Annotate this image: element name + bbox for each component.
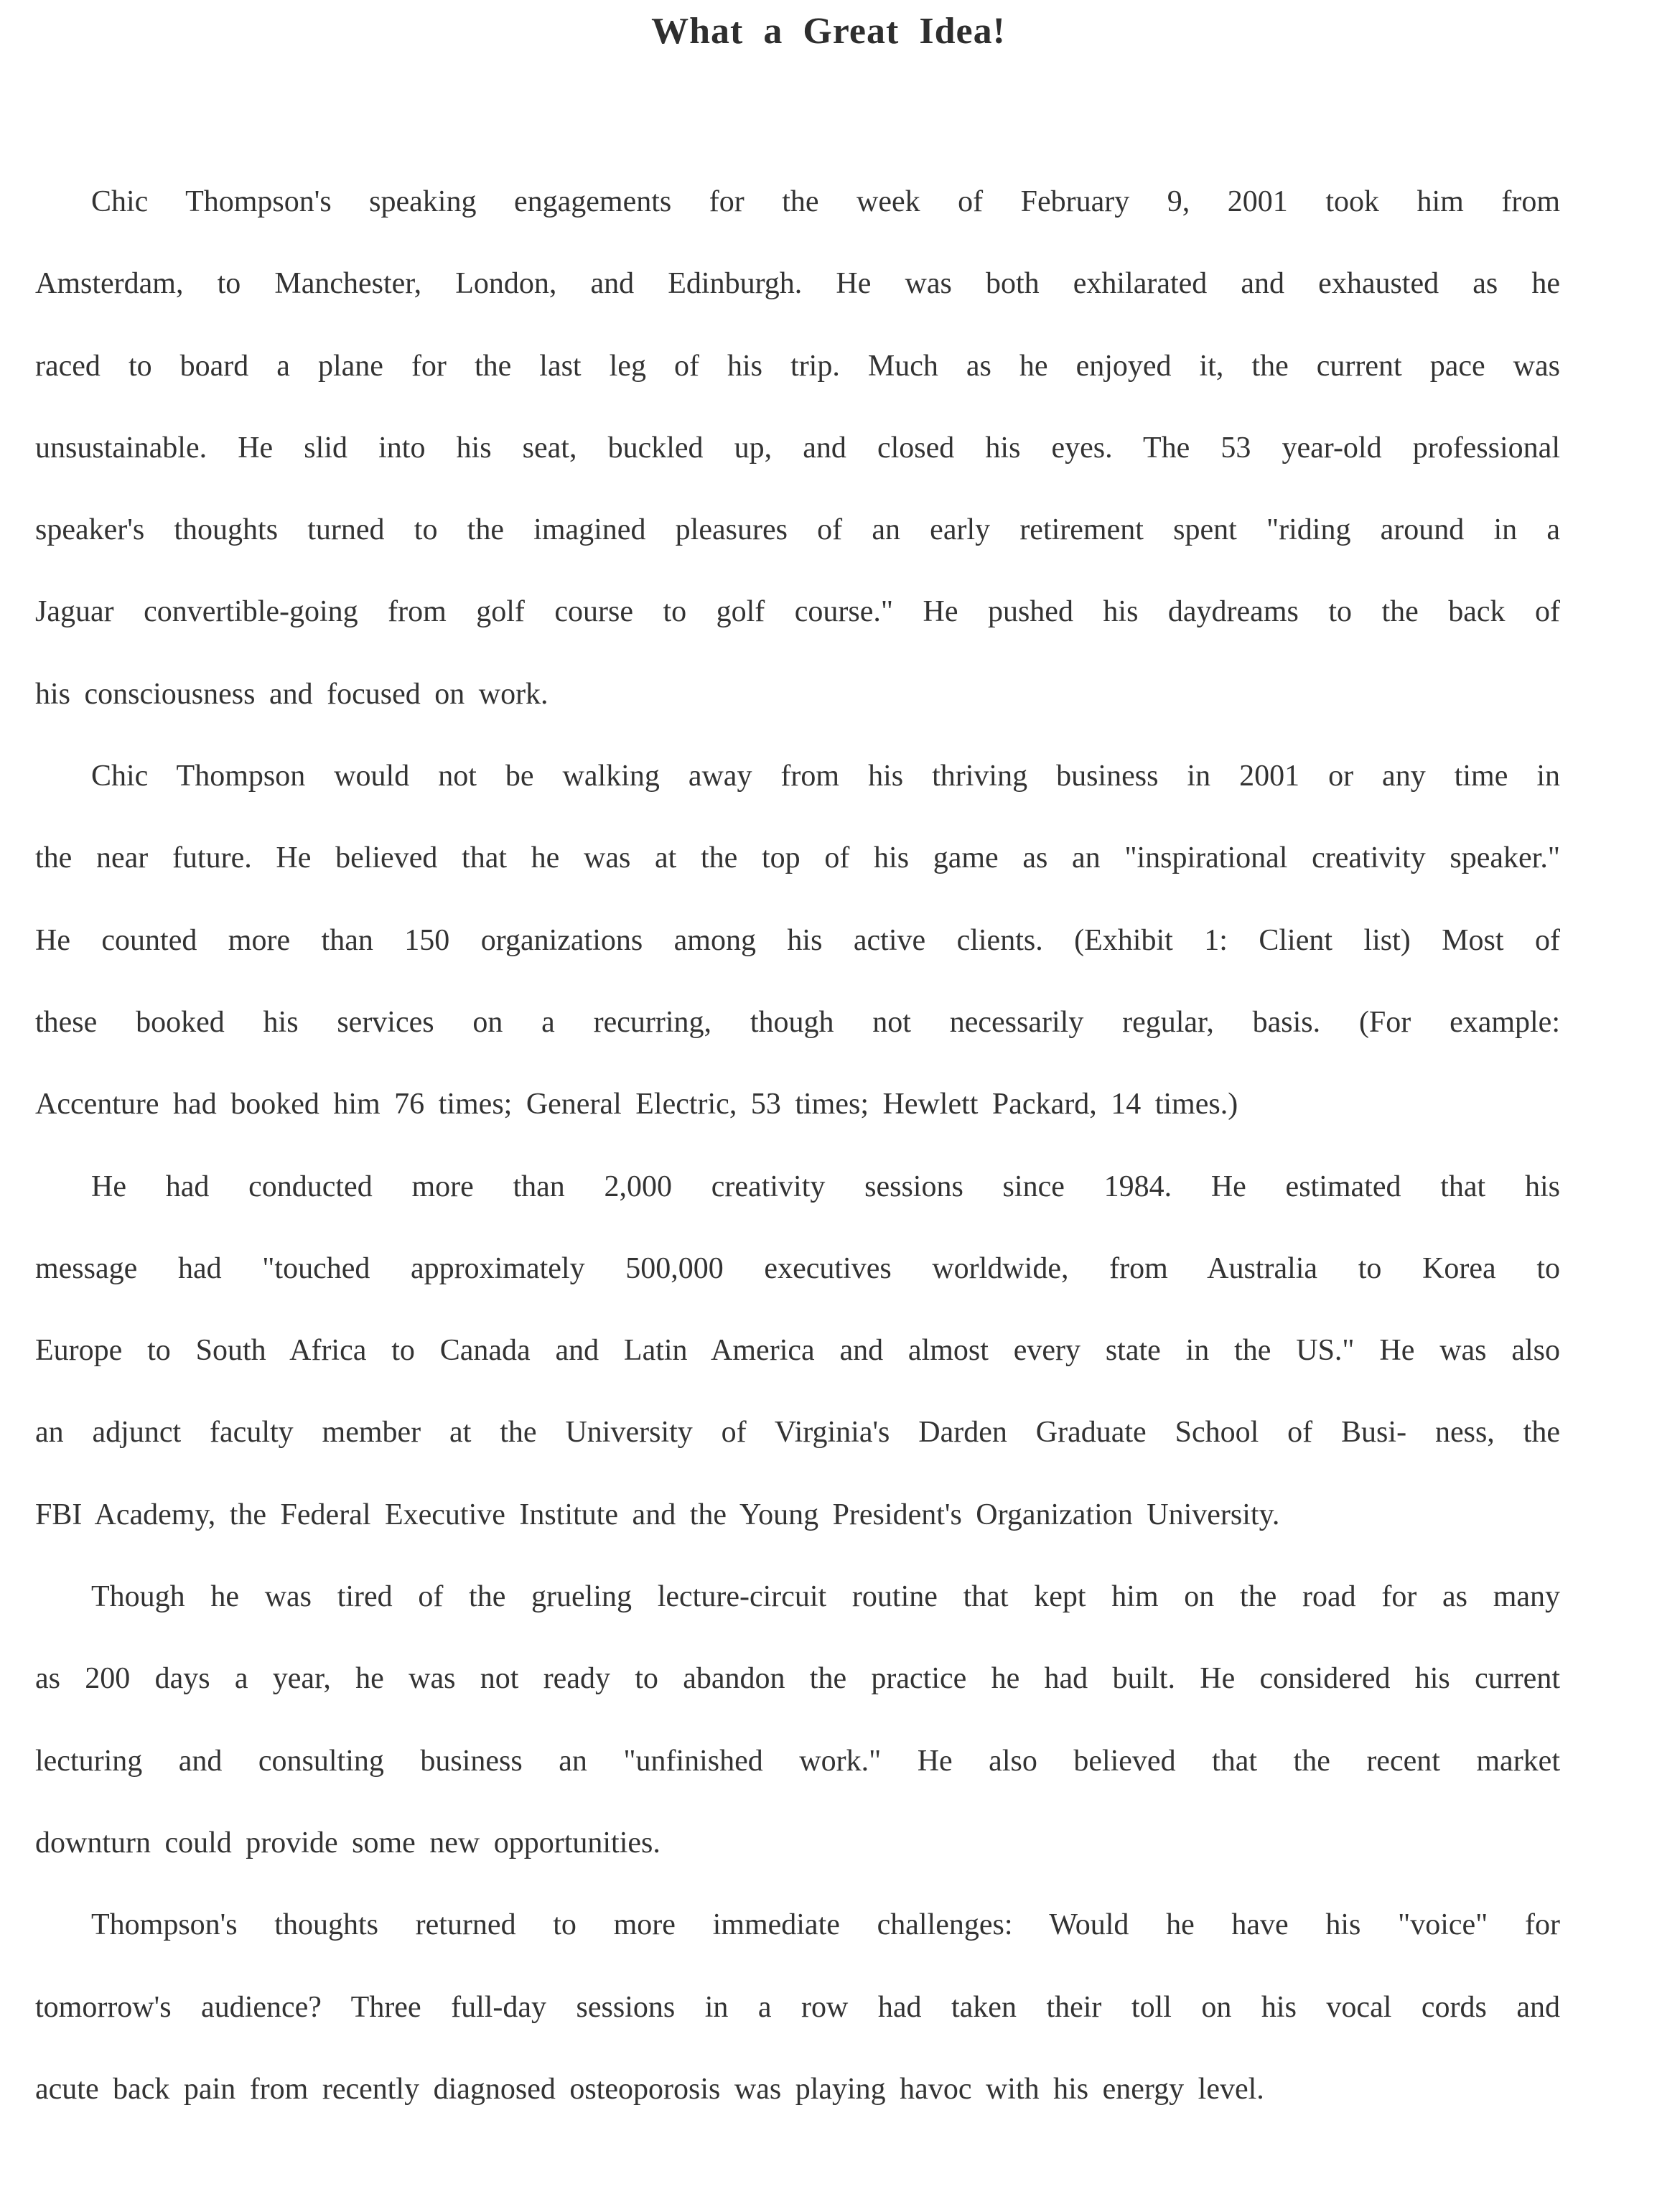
text-line: downturn could provide some new opportunities.: [35, 1826, 661, 1859]
document-body: [0, 161, 1657, 2130]
text-line: Though he was tired of the grueling lecture-circuit routine that kept him on the road for as many: [91, 1580, 1560, 1614]
paragraph: [35, 1146, 1560, 1556]
text-line: as 200 days a year, he was not ready to abandon the practice he had built. He considered his current: [35, 1662, 1560, 1696]
text-line: speaker's thoughts turned to the imagined pleasures of an early retirement spent "riding around in a: [35, 513, 1560, 547]
text-line: Chic Thompson's speaking engagements for the week of February 9, 2001 took him from: [91, 185, 1560, 218]
text-line: Amsterdam, to Manchester, London, and Edinburgh. He was both exhilarated and exhausted as he: [35, 267, 1560, 301]
text-line: acute back pain from recently diagnosed osteoporosis was playing havoc with his energy level.: [35, 2072, 1264, 2106]
text-line: these booked his services on a recurring, though not necessarily regular, basis. (For example:: [35, 1005, 1560, 1039]
text-line: Chic Thompson would not be walking away from his thriving business in 2001 or any time in: [91, 760, 1560, 793]
text-line: FBI Academy, the Federal Executive Institute and the Young President's Organization University.: [35, 1498, 1280, 1531]
text-line: Accenture had booked him 76 times; General Electric, 53 times; Hewlett Packard, 14 times.): [35, 1088, 1238, 1121]
text-line: lecturing and consulting business an "unfinished work." He also believed that the recent market: [35, 1744, 1560, 1778]
text-line: the near future. He believed that he was at the top of his game as an "inspirational creativity speaker.": [35, 841, 1560, 875]
text-line: tomorrow's audience? Three full-day sessions in a row had taken their toll on his vocal cords and: [35, 1990, 1560, 2024]
text-line: raced to board a plane for the last leg of his trip. Much as he enjoyed it, the current pace was: [35, 349, 1560, 383]
text-line: He had conducted more than 2,000 creativity sessions since 1984. He estimated that his: [91, 1170, 1560, 1203]
paragraph: [35, 735, 1560, 1145]
text-line: unsustainable. He slid into his seat, buckled up, and closed his eyes. The 53 year-old professional: [35, 431, 1560, 465]
paragraph: [35, 161, 1560, 735]
text-line: Thompson's thoughts returned to more immediate challenges: Would he have his "voice" for: [91, 1908, 1560, 1942]
text-line: Europe to South Africa to Canada and Latin America and almost every state in the US." He was also: [35, 1334, 1560, 1368]
paragraph: [35, 1884, 1560, 2130]
text-line: Jaguar convertible-going from golf course to golf course." He pushed his daydreams to the back of: [35, 595, 1560, 629]
text-line: message had "touched approximately 500,000 executives worldwide, from Australia to Korea to: [35, 1251, 1560, 1285]
text-line: his consciousness and focused on work.: [35, 677, 549, 711]
text-line: He counted more than 150 organizations among his active clients. (Exhibit 1: Client list) Most of: [35, 923, 1560, 957]
document-title: What a Great Idea!: [651, 11, 1006, 52]
paragraph: [35, 1556, 1560, 1884]
text-line: an adjunct faculty member at the University of Virginia's Darden Graduate School of Busi- ness, the: [35, 1416, 1560, 1450]
